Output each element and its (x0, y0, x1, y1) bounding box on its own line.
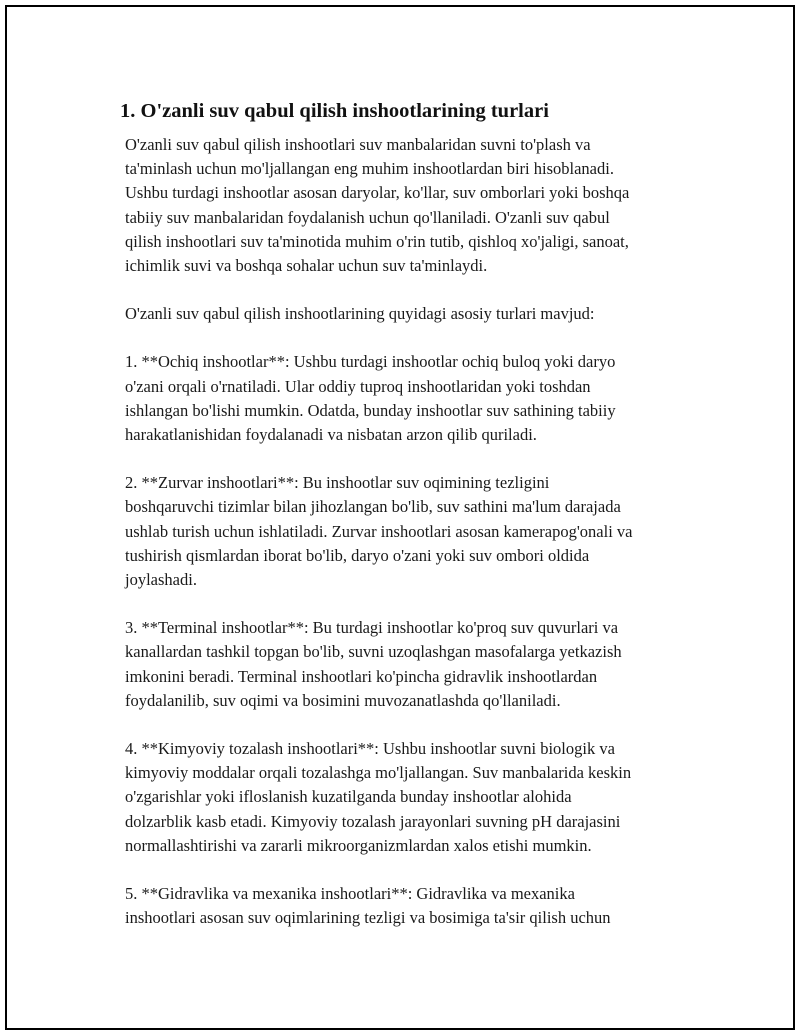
paragraph-7 (120, 882, 700, 930)
text-line: Ushbu turdagi inshootlar asosan daryolar, ko'llar, suv omborlari yoki boshqa (125, 183, 630, 203)
text-line: harakatlanishidan foydalanadi va nisbatan arzon qilib quriladi. (125, 425, 537, 445)
page-frame (5, 5, 795, 1030)
document-title: 1. O'zanli suv qabul qilish inshootlarining turlari (120, 100, 549, 122)
text-line: kanallardan tashkil topgan bo'lib, suvni uzoqlashgan masofalarga yetkazish (125, 642, 622, 662)
text-line: kimyoviy moddalar orqali tozalashga mo'ljallangan. Suv manbalarida keskin (125, 763, 632, 783)
text-line: 2. **Zurvar inshootlari**: Bu inshootlar suv oqimining tezligini (125, 473, 550, 493)
text-line: inshootlari asosan suv oqimlarining tezligi va bosimiga ta'sir qilish uchun (125, 908, 611, 928)
text-line: dolzarblik kasb etadi. Kimyoviy tozalash jarayonlari suvning pH darajasini (125, 811, 621, 831)
text-line: 5. **Gidravlika va mexanika inshootlari**: Gidravlika va mexanika (125, 884, 575, 904)
paragraph-4 (120, 471, 700, 592)
text-line: o'zani orqali o'rnatiladi. Ular oddiy tuproq inshootlaridan yoki toshdan (125, 376, 591, 396)
text-line: 3. **Terminal inshootlar**: Bu turdagi inshootlar ko'proq suv quvurlari va (125, 618, 619, 638)
text-line: boshqaruvchi tizimlar bilan jihozlangan bo'lib, suv sathini ma'lum darajada (125, 497, 621, 517)
paragraph-5 (120, 616, 700, 713)
text-line: o'zgarishlar yoki ifloslanish kuzatilganda bunday inshootlar alohida (125, 787, 572, 807)
text-line: 4. **Kimyoviy tozalash inshootlari**: Ushbu inshootlar suvni biologik va (125, 739, 615, 759)
text-line: normallashtirishi va zararli mikroorganizmlardan xalos etishi mumkin. (125, 835, 592, 855)
text-line: 1. **Ochiq inshootlar**: Ushbu turdagi inshootlar ochiq buloq yoki daryo (125, 352, 616, 372)
text-line: imkonini beradi. Terminal inshootlari ko'pincha gidravlik inshootlardan (125, 666, 598, 686)
paragraph-6 (120, 737, 700, 858)
paragraph-list (120, 133, 700, 930)
paragraph-3 (120, 350, 700, 447)
document-body (120, 97, 700, 954)
text-line: foydalanilib, suv oqimi va bosimini muvozanatlashda qo'llaniladi. (125, 690, 561, 710)
text-line: ushlab turish uchun ishlatiladi. Zurvar inshootlari asosan kamerapog'onali va (125, 521, 633, 541)
text-line: ishlangan bo'lishi mumkin. Odatda, bunday inshootlar suv sathining tabiiy (125, 400, 616, 420)
text-line: tabiiy suv manbalaridan foydalanish uchun qo'llaniladi. O'zanli suv qabul (125, 207, 610, 227)
text-line: O'zanli suv qabul qilish inshootlari suv manbalaridan suvni to'plash va (125, 135, 591, 154)
text-line: qilish inshootlari suv ta'minotida muhim o'rin tutib, qishloq xo'jaligi, sanoat, (125, 231, 629, 251)
text-line: ichimlik suvi va boshqa sohalar uchun suv ta'minlaydi. (125, 256, 488, 276)
text-line: tushirish qismlardan iborat bo'lib, daryo o'zani yoki suv ombori oldida (125, 545, 590, 565)
text-line: joylashadi. (125, 570, 197, 590)
text-line: ta'minlash uchun mo'ljallangan eng muhim inshootlardan biri hisoblanadi. (125, 159, 614, 179)
text-line: O'zanli suv qabul qilish inshootlarining quyidagi asosiy turlari mavjud: (125, 304, 595, 324)
paragraph-1 (120, 133, 700, 278)
paragraph-2 (120, 302, 700, 326)
